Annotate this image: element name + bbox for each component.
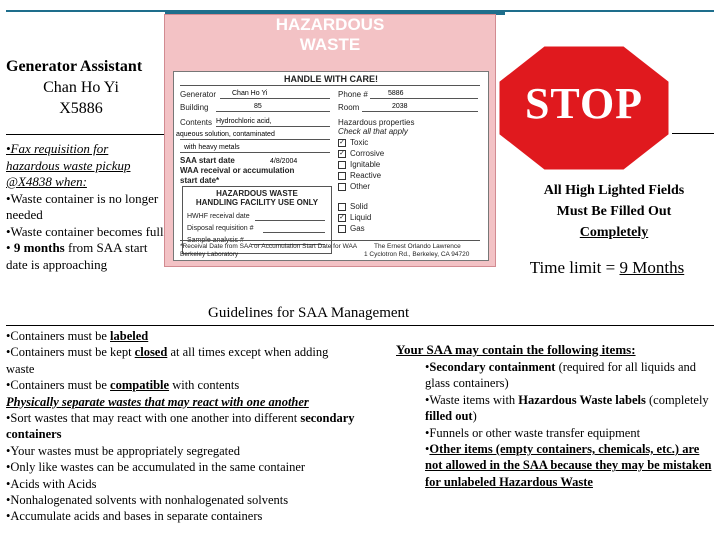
list-item: •Your wastes must be appropriately segregated xyxy=(6,443,240,458)
guidelines-left-list xyxy=(6,328,356,525)
list-item: •Secondary containment (required for all liquids and glass containers) xyxy=(425,360,697,391)
lab-address: 1 Cyclotron Rd., Berkeley, CA 94720 xyxy=(364,251,470,258)
list-item: •Containers must be kept closed at all times except when adding waste xyxy=(6,345,329,376)
list-item: •Waste items with Hazardous Waste labels (completely filled out) xyxy=(425,392,709,424)
list-item: •Acids with Acids xyxy=(6,476,97,491)
lab-name-2: Berkeley Laboratory xyxy=(180,251,239,258)
label-footnote: *Receival Date from SAA or Accumulation Start Date for WAA xyxy=(180,243,358,250)
sample-label: Sample analysis # xyxy=(187,237,244,244)
handling-title-1: HAZARDOUS WASTE xyxy=(216,189,298,198)
list-item: •Waste container becomes full xyxy=(6,223,164,239)
list-item: •Containers must be compatible with contents xyxy=(6,378,240,393)
saa-start-value: 4/8/2004 xyxy=(270,158,298,165)
checkbox-empty xyxy=(338,172,346,180)
hazardous-waste-label xyxy=(164,14,496,267)
guidelines-title: Guidelines for SAA Management xyxy=(208,305,410,321)
hazard-ignitable: Ignitable xyxy=(338,160,384,171)
divider xyxy=(180,85,480,86)
handling-title-2: HANDLING FACILITY USE ONLY xyxy=(195,198,319,207)
state-liquid: ✓ Liquid xyxy=(339,213,372,222)
contents-value-3: with heavy metals xyxy=(184,144,240,151)
generator-label: Generator xyxy=(180,90,217,99)
generator-value: Chan Ho Yi xyxy=(232,90,268,97)
list-item: • 9 months from SAA start date is approaching xyxy=(6,240,148,272)
checkbox-empty xyxy=(338,225,346,233)
divider xyxy=(180,240,480,241)
list-item: •Only like wastes can be accumulated in the same container xyxy=(6,460,306,475)
checkbox-empty xyxy=(338,183,346,191)
generator-assistant-name: Chan Ho Yi xyxy=(43,79,119,96)
field-line xyxy=(216,111,330,112)
divider xyxy=(672,133,714,134)
contents-value-1: Hydrochloric acid, xyxy=(216,118,272,125)
hazard-subtitle: Check all that apply xyxy=(338,127,408,136)
checkbox-empty xyxy=(338,203,346,211)
note-line-1: All High Lighted Fields xyxy=(543,183,685,198)
phone-label: Phone # xyxy=(338,90,368,99)
label-title-line2: WASTE xyxy=(299,35,361,54)
saa-items-list xyxy=(425,359,715,490)
saa-items-title: Your SAA may contain the following items: xyxy=(396,342,636,357)
hazard-reactive: Reactive xyxy=(338,171,384,182)
label-title-line1: HAZARDOUS xyxy=(275,15,385,34)
field-line xyxy=(370,98,478,99)
note-line-3: Completely xyxy=(579,225,649,240)
time-limit xyxy=(498,258,716,278)
building-label: Building xyxy=(180,103,209,112)
highlighted-fields-note xyxy=(516,180,712,243)
time-limit-value: 9 Months xyxy=(619,258,685,277)
state-gas: Gas xyxy=(338,224,371,235)
checkbox-checked: ✓ xyxy=(339,138,345,146)
checkbox-checked: ✓ xyxy=(339,213,345,221)
list-item: •Containers must be labeled xyxy=(6,329,149,343)
hazard-toxic: ✓ Toxic xyxy=(339,138,369,147)
field-line xyxy=(263,232,325,233)
field-line xyxy=(216,126,330,127)
hazard-checklist xyxy=(338,138,384,193)
building-value: 85 xyxy=(254,103,262,110)
field-line xyxy=(255,220,325,221)
disposal-label: Disposal requisition # xyxy=(187,225,254,232)
contents-value-2: aqueous solution, contaminated xyxy=(176,131,275,138)
hazard-other: Other xyxy=(338,182,384,193)
time-limit-prefix: Time limit = xyxy=(529,258,620,277)
state-solid: Solid xyxy=(338,202,371,213)
pickup-notes xyxy=(6,141,164,273)
checkbox-checked: ✓ xyxy=(339,149,345,157)
field-line xyxy=(220,98,330,99)
label-form xyxy=(173,71,489,261)
fax-requisition-note: •Fax requisition for hazardous waste pickup @X4838 when: xyxy=(6,141,131,189)
generator-assistant-extension: X5886 xyxy=(59,100,103,117)
hazard-corrosive: ✓ Corrosive xyxy=(339,149,385,158)
contents-label: Contents xyxy=(180,118,213,127)
field-line xyxy=(362,111,478,112)
physical-state-checklist xyxy=(338,202,371,235)
list-item: •Funnels or other waste transfer equipment xyxy=(425,425,641,440)
waa-label: WAA receival or accumulation xyxy=(180,166,295,175)
handle-with-care: HANDLE WITH CARE! xyxy=(284,74,378,84)
stop-text: STOP xyxy=(524,79,644,128)
list-item: •Other items (empty containers, chemicals, etc.) are not allowed in the SAA because they may be mistaken for unlabeled Hazardous Waste xyxy=(425,442,712,489)
saa-start-label: SAA start date xyxy=(180,156,235,165)
field-line xyxy=(180,139,330,140)
list-item: •Waste container is no longer needed xyxy=(6,190,159,222)
divider xyxy=(6,134,164,135)
lab-name: The Ernest Orlando Lawrence xyxy=(374,243,461,250)
note-line-2: Must Be Filled Out xyxy=(556,204,672,219)
hazard-title: Hazardous properties xyxy=(338,118,415,127)
generator-assistant-title: Generator Assistant xyxy=(6,58,143,75)
field-line xyxy=(180,152,330,153)
list-item: •Accumulate acids and bases in separate containers xyxy=(6,509,263,524)
list-item: •Sort wastes that may react with one another into different secondary containers xyxy=(6,411,355,442)
room-value: 2038 xyxy=(392,103,408,110)
divider xyxy=(6,325,714,326)
phone-value: 5886 xyxy=(388,90,404,97)
checkbox-empty xyxy=(338,161,346,169)
start-date-label: start date* xyxy=(180,176,220,185)
list-item: Physically separate wastes that may react with one another xyxy=(6,394,309,409)
list-item: •Nonhalogenated solvents with nonhalogenated solvents xyxy=(6,493,289,508)
room-label: Room xyxy=(338,103,360,112)
hwhf-label: HWHF receival date xyxy=(187,213,250,220)
